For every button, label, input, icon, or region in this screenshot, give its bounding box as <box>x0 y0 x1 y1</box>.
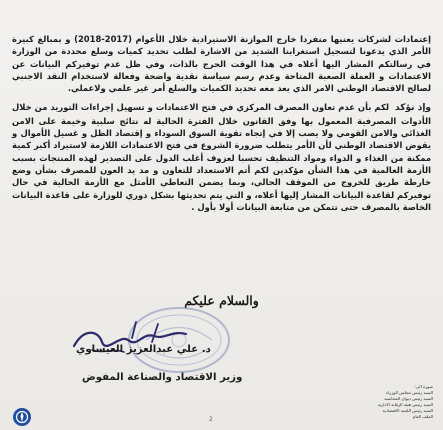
signatory-title: وزير الاقتصاد والصناعة المفوض <box>82 372 243 383</box>
carbon-copy-line: السيد رئيس ديوان المحاسبة <box>384 396 433 401</box>
carbon-copy-list <box>323 384 433 420</box>
carbon-copy-line: السيد رئيس اللجنة الاقتصادية <box>382 408 433 413</box>
signatory-name: د. علي عبدالعزيز العيساوي <box>76 344 211 355</box>
carbon-copy-line: السيد رئيس هيئة الرقابة الادارية <box>377 402 433 407</box>
letter-body <box>12 33 431 220</box>
paragraph-2 <box>12 101 431 213</box>
ministry-logo-icon <box>12 407 32 427</box>
paragraph-2-lead: وإذ نؤكد <box>395 103 432 114</box>
carbon-copy-line: الملف العام <box>412 414 433 419</box>
closing-salutation: والسلام عليكم <box>184 293 259 308</box>
carbon-copy-heading: صورة الى: <box>414 384 433 389</box>
page-number: 2 <box>209 416 213 423</box>
paragraph-1 <box>12 33 431 94</box>
carbon-copy-line: السيد رئيس مجلس الوزراء <box>386 390 433 395</box>
paragraph-1-text: إعتمادات لشركات يعنيها منفردا خارج الموازنة الاستيرادية خلال الأعوام (2017-2018) و بمبالغ كبيرة الأمر الذي يدعونا لتسجيل استغرابنا الشديد من الاشارة لطلب تحديد كميات وسلع محددة من الوزارة في رسالتكم المشار اليها أعلاه في هذا الوقت الحرج بالذات، وفي ظل عدم توفيركم البيانات عن الاعتمادات و العملة الصعبة المتاحة وعدم رسم سياسة نقدية واضحة وفعالة لاستخدام النقد الاجنبي لصالح الاقتصاد الوطني الامر الذي يعد معه تحديد الكميات والسلع أمر غير علمي ولاعملي. <box>12 34 431 94</box>
paragraph-2-text: لكم بأن عدم تعاون المصرف المركزي في فتح الاعتمادات و تسهيل إجراءات التوريد من خلال الأدوات المصرفية المعمول بها وفق القانون خلال الفترة الحالية له نتائج سلبية وخيمة على الامن الغذائي والامن القومي ولا يصب إلا في إتجاه تقوية السوق السوداء و إقتصاد الظل و غسيل الأموال و يقوض الاقتصاد الوطني لأن الأمر يتطلب ضرورة الشروع في فتح الاعتمادات اللازمة لاستيراد أكبر كمية ممكنة من الغذاء و الدواء ومواد التنظيف تحسبا لعزوف أغلب الدول على التصدير لهذه المنتجات بسبب الأزمة العالمية في هذا الشأن مؤكدين لكم أتم الاستعداد للتعاون و مد يد العون للمصرف بشأن وضع خارطة طريق للخروج من الموقف الحالي، وبما يضمن التعاطي الأمثل مع الأزمة الحالية في حال توفيركم لقاعدة البيانات المشار إليها أعلاه، و التي يتم تحديثها بشكل دوري للوزارة على قاعدة البيانات الخاصة بالمصرف حتى تتمكن من متابعة البيانات أولا بأول . <box>12 102 431 212</box>
